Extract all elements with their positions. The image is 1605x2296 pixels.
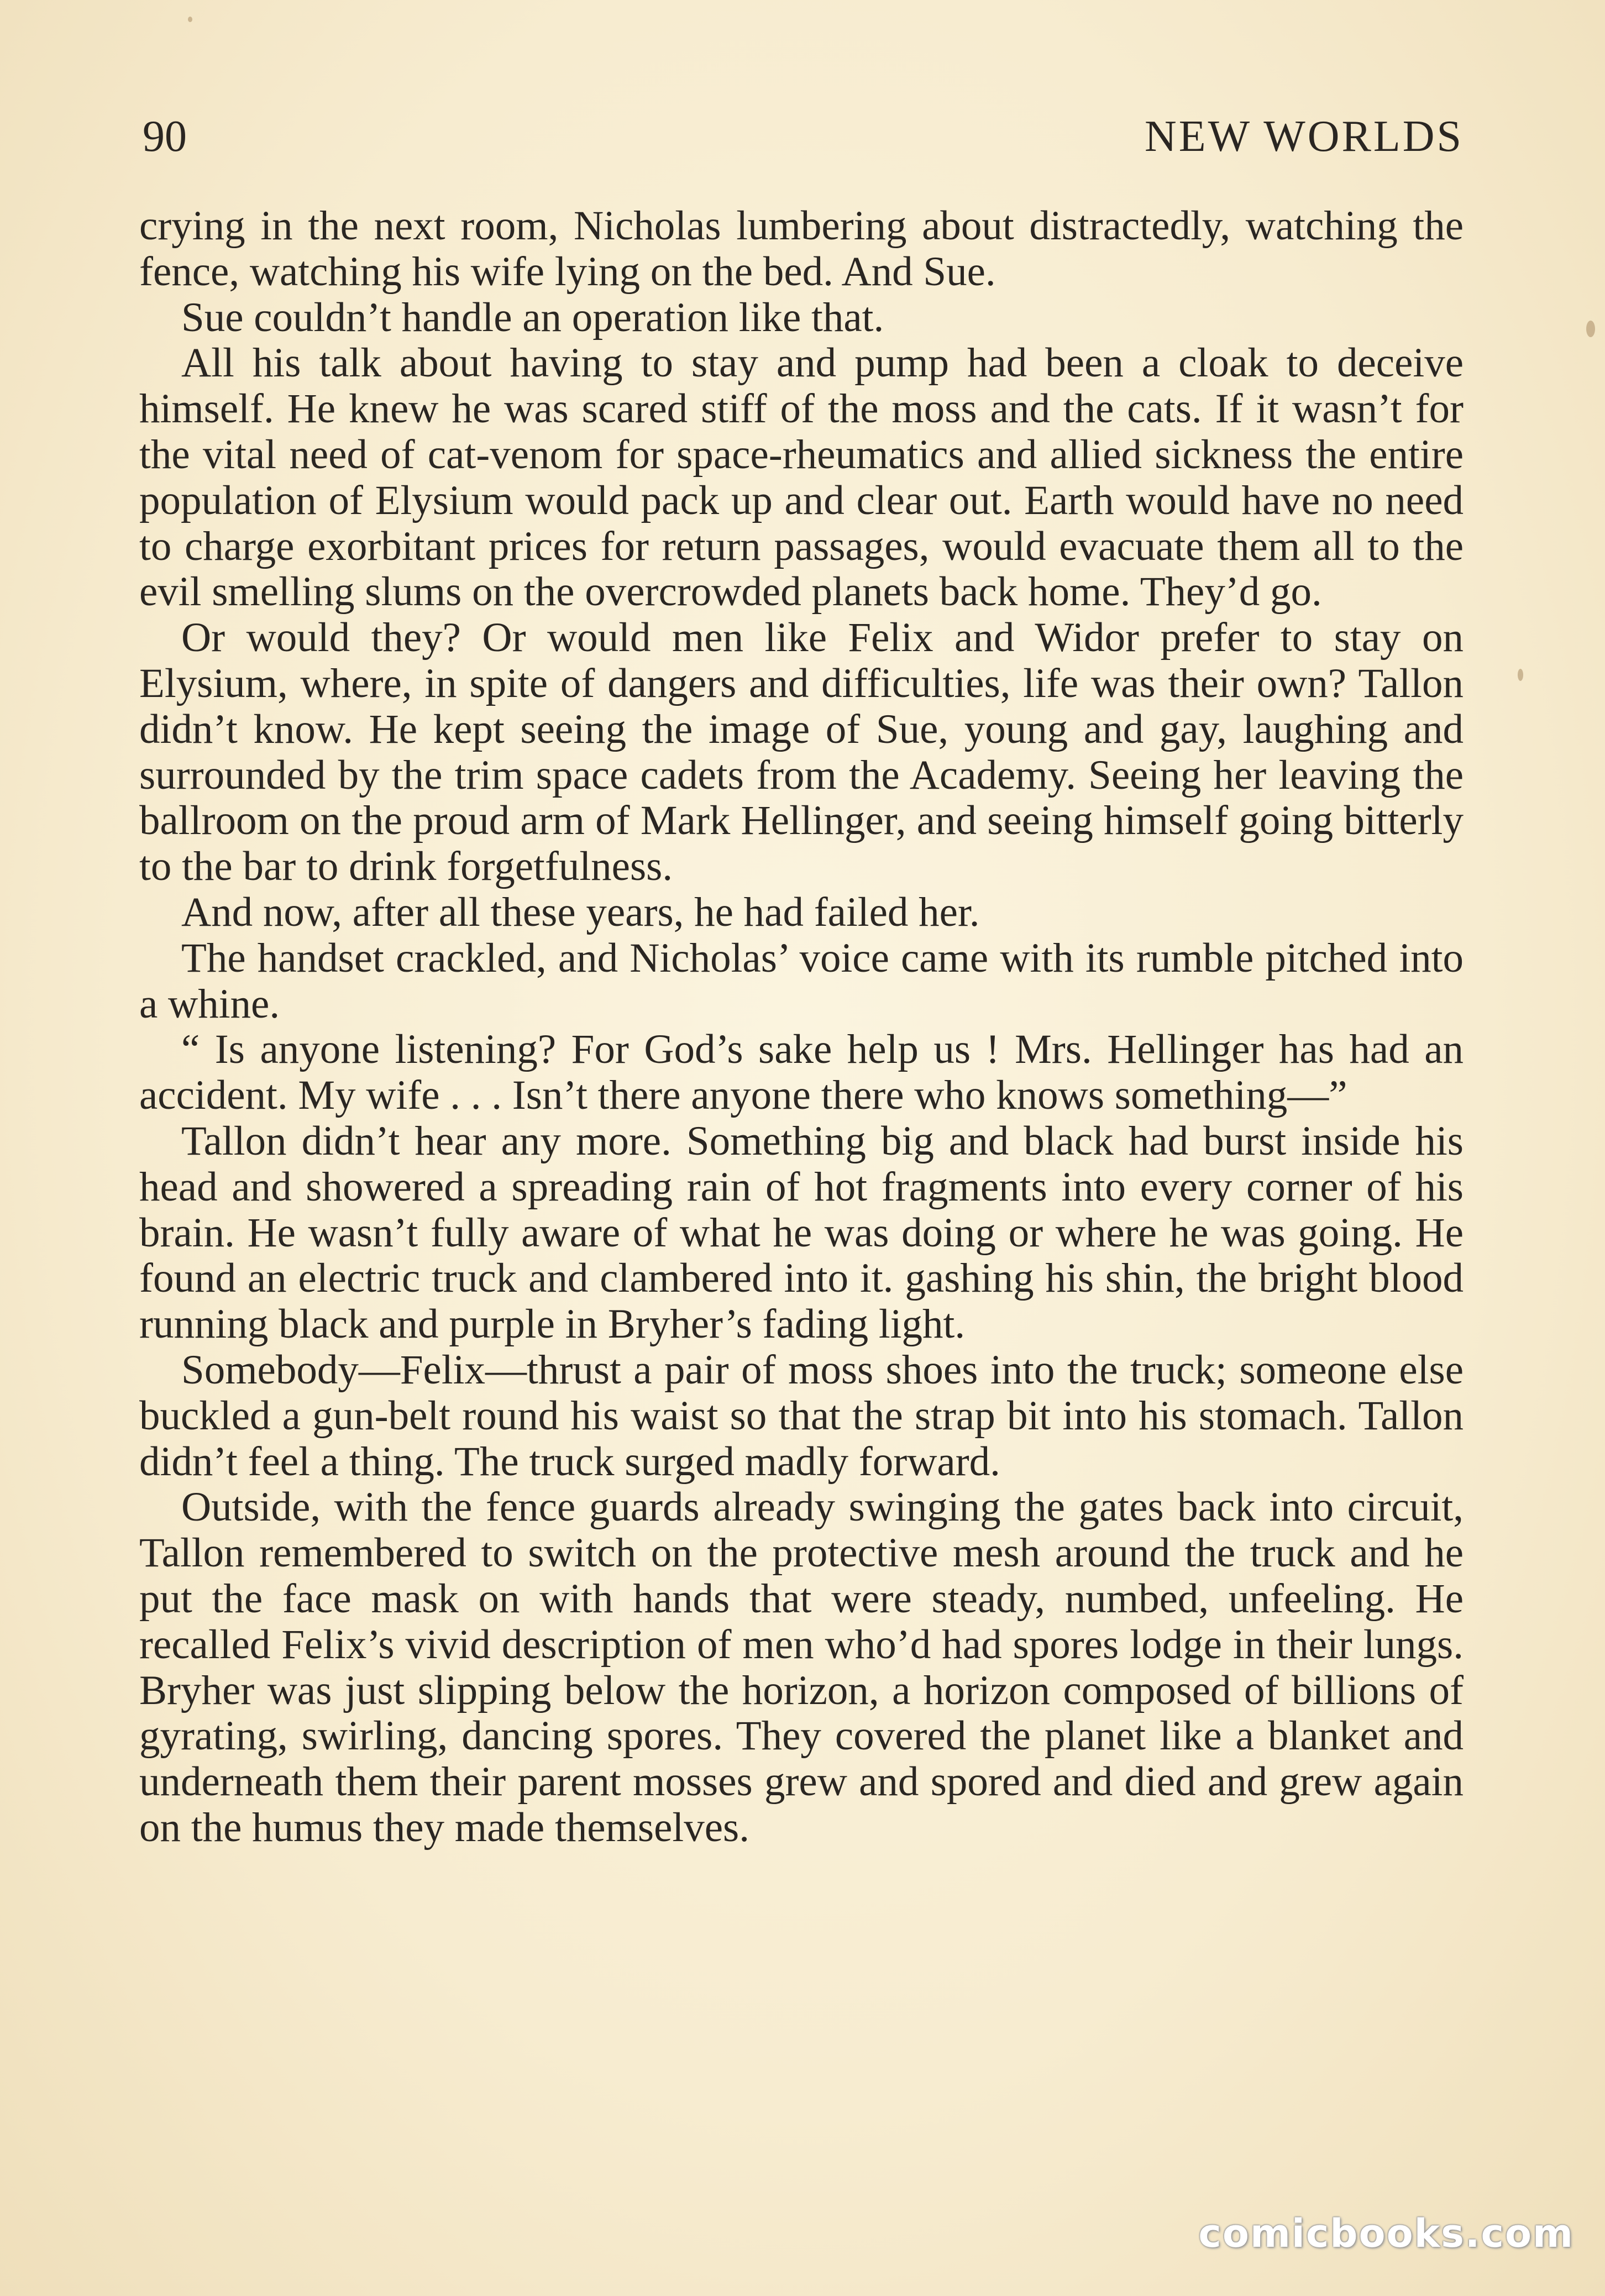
body-text xyxy=(139,203,1464,1851)
watermark: comicbooks.com xyxy=(1198,2211,1574,2256)
paragraph: The handset crackled, and Nicholas’ voice came with its rumble pitched into a whine. xyxy=(139,935,1464,1027)
page-header xyxy=(143,106,1464,167)
paragraph: “ Is anyone listening? For God’s sake help us ! Mrs. Hellinger has had an accident. My wife . . . Isn’t there anyone there who knows something—” xyxy=(139,1026,1464,1119)
paragraph: Outside, with the fence guards already swinging the gates back into circuit, Tallon remembered to switch on the protective mesh around the truck and he put the face mask on with hands that were steady, numbed, unfeeling. He recalled Felix’s vivid description of men who’d had spores lodge in their lungs. Bryher was just slipping below the horizon, a horizon composed of billions of gyrating, swirling, dancing spores. They covered the planet like a blanket and underneath them their parent mosses grew and spored and died and grew again on the humus they made themselves. xyxy=(139,1484,1464,1851)
paper-speck xyxy=(1586,321,1595,337)
paragraph: Somebody—Felix—thrust a pair of moss shoes into the truck; someone else buckled a gun-belt round his waist so that the strap bit into his stomach. Tallon didn’t feel a thing. The truck surged madly forward. xyxy=(139,1346,1464,1485)
paragraph: Tallon didn’t hear any more. Something big and black had burst inside his head and showered a spreading rain of hot fragments into every corner of his brain. He wasn’t fully aware of what he was doing or where he was going. He found an electric truck and clambered into it. gashing his shin, the bright blood running black and purple in Bryher’s fading light. xyxy=(139,1118,1464,1348)
paragraph: Or would they? Or would men like Felix and Widor prefer to stay on Elysium, where, in spite of dangers and difficulties, life was their own? Tallon didn’t know. He kept seeing the image of Sue, young and gay, laughing and surrounded by the trim space cadets from the Academy. Seeing her leaving the ballroom on the proud arm of Mark Hellinger, and seeing himself going bitterly to the bar to drink forgetfulness. xyxy=(139,615,1464,890)
paper-speck xyxy=(1518,669,1523,681)
running-head: NEW WORLDS xyxy=(1144,112,1464,161)
paragraph: crying in the next room, Nicholas lumbering about distractedly, watching the fence, watching his wife lying on the bed. And Sue. xyxy=(139,203,1464,295)
paragraph: All his talk about having to stay and pump had been a cloak to deceive himself. He knew he was scared stiff of the moss and the cats. If it wasn’t for the vital need of cat-venom for space-rheumatics and allied sickness the entire population of Elysium would pack up and clear out. Earth would have no need to charge exorbitant prices for return passages, would evacuate them all to the evil smelling slums on the overcrowded planets back home. They’d go. xyxy=(139,340,1464,615)
paragraph: And now, after all these years, he had failed her. xyxy=(181,889,980,935)
page-number: 90 xyxy=(143,112,187,161)
paper-speck xyxy=(188,17,192,22)
paragraph: Sue couldn’t handle an operation like that. xyxy=(181,294,884,340)
